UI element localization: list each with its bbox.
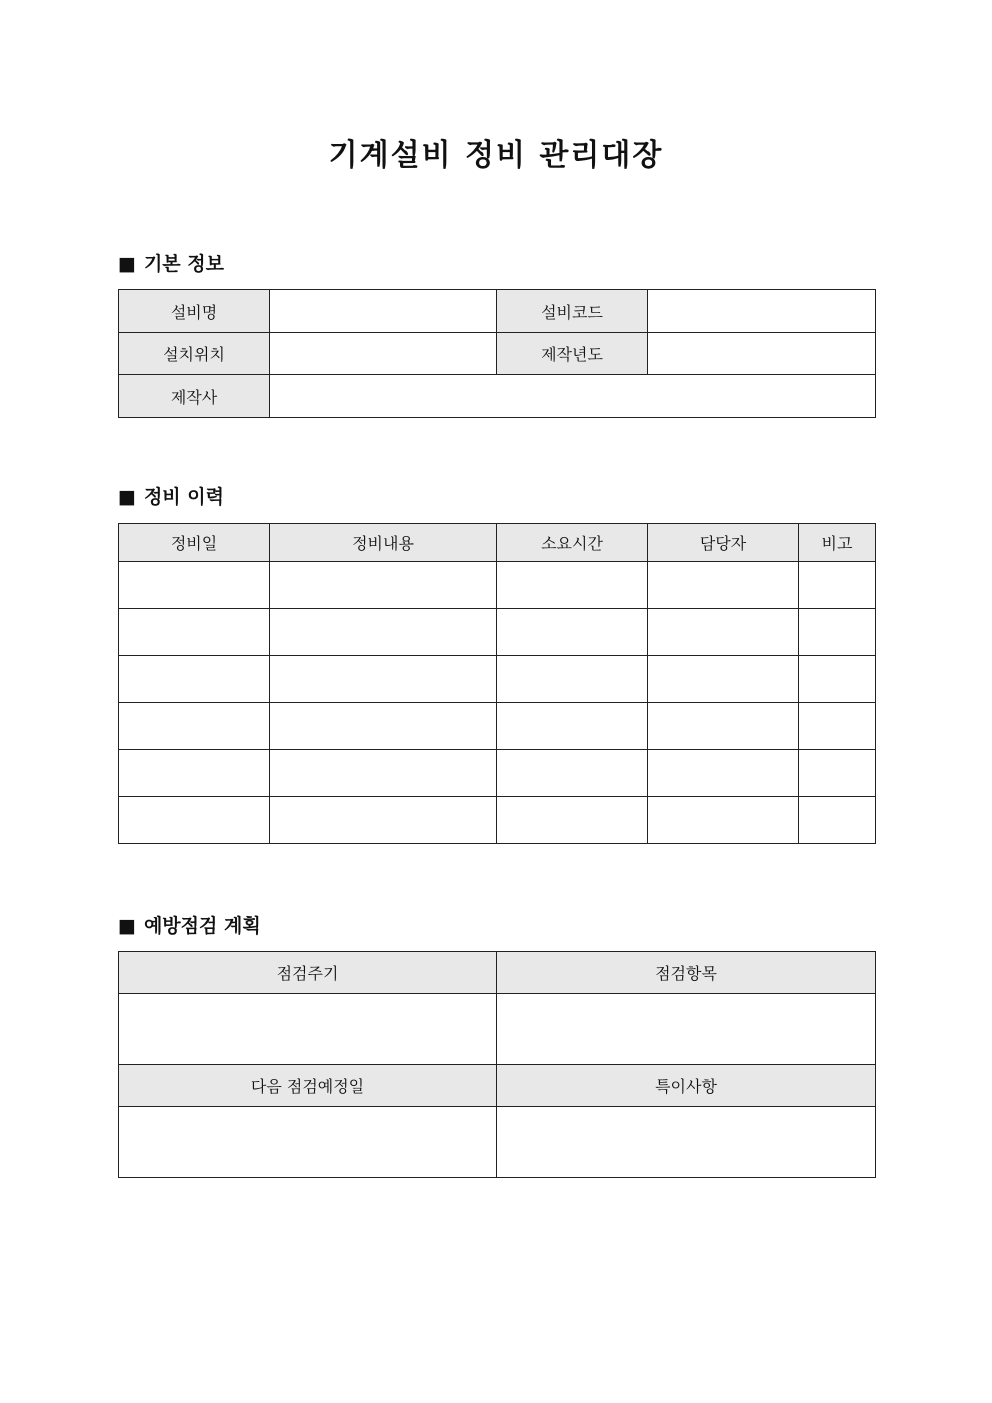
table-cell[interactable] bbox=[119, 797, 270, 844]
table-cell[interactable] bbox=[119, 703, 270, 750]
section-heading-basic-info bbox=[118, 251, 224, 277]
label-equipment-name: 설비명 bbox=[119, 290, 270, 333]
table-cell[interactable] bbox=[799, 562, 876, 609]
label-manufacturer: 제작사 bbox=[119, 375, 270, 418]
table-cell[interactable] bbox=[799, 656, 876, 703]
column-header-date: 정비일 bbox=[119, 524, 270, 562]
label-manufacture-year: 제작년도 bbox=[497, 333, 648, 375]
table-cell[interactable] bbox=[497, 797, 648, 844]
table-cell[interactable] bbox=[270, 562, 497, 609]
square-bullet-icon: ■ bbox=[118, 486, 136, 508]
table-cell[interactable] bbox=[270, 703, 497, 750]
field-next-inspection-date[interactable] bbox=[119, 1107, 497, 1178]
column-header-note: 비고 bbox=[799, 524, 876, 562]
table-cell[interactable] bbox=[648, 562, 799, 609]
label-next-inspection-date: 다음 점검예정일 bbox=[119, 1065, 497, 1107]
field-inspection-cycle[interactable] bbox=[119, 994, 497, 1065]
table-cell[interactable] bbox=[119, 562, 270, 609]
preventive-plan-table bbox=[118, 951, 876, 1178]
label-inspection-cycle: 점검주기 bbox=[119, 952, 497, 994]
label-remarks: 특이사항 bbox=[497, 1065, 876, 1107]
field-remarks[interactable] bbox=[497, 1107, 876, 1178]
table-cell[interactable] bbox=[270, 656, 497, 703]
table-cell[interactable] bbox=[648, 609, 799, 656]
table-cell[interactable] bbox=[497, 562, 648, 609]
table-cell[interactable] bbox=[270, 609, 497, 656]
table-cell[interactable] bbox=[497, 609, 648, 656]
field-equipment-name[interactable] bbox=[270, 290, 497, 333]
section-heading-maintenance-history bbox=[118, 484, 224, 510]
label-install-location: 설치위치 bbox=[119, 333, 270, 375]
table-row bbox=[119, 703, 876, 750]
page-title: 기계설비 정비 관리대장 bbox=[328, 138, 664, 173]
column-header-duration: 소요시간 bbox=[497, 524, 648, 562]
table-cell[interactable] bbox=[799, 609, 876, 656]
field-manufacturer[interactable] bbox=[270, 375, 876, 418]
basic-info-table bbox=[118, 289, 876, 418]
table-cell[interactable] bbox=[119, 656, 270, 703]
field-inspection-items[interactable] bbox=[497, 994, 876, 1065]
maintenance-history-table bbox=[118, 523, 876, 844]
table-cell[interactable] bbox=[270, 797, 497, 844]
table-cell[interactable] bbox=[648, 797, 799, 844]
square-bullet-icon: ■ bbox=[118, 253, 136, 275]
table-cell[interactable] bbox=[648, 656, 799, 703]
field-manufacture-year[interactable] bbox=[648, 333, 876, 375]
section-heading-label: 정비 이력 bbox=[143, 486, 224, 508]
table-cell[interactable] bbox=[119, 750, 270, 797]
table-cell[interactable] bbox=[270, 750, 497, 797]
table-cell[interactable] bbox=[497, 703, 648, 750]
table-row bbox=[119, 656, 876, 703]
column-header-content: 정비내용 bbox=[270, 524, 497, 562]
section-heading-preventive-plan bbox=[118, 913, 261, 939]
table-row bbox=[119, 562, 876, 609]
square-bullet-icon: ■ bbox=[118, 915, 136, 937]
table-row bbox=[119, 750, 876, 797]
table-cell[interactable] bbox=[799, 797, 876, 844]
table-row bbox=[119, 797, 876, 844]
table-cell[interactable] bbox=[648, 703, 799, 750]
table-cell[interactable] bbox=[497, 750, 648, 797]
label-equipment-code: 설비코드 bbox=[497, 290, 648, 333]
table-cell[interactable] bbox=[799, 750, 876, 797]
column-header-person: 담당자 bbox=[648, 524, 799, 562]
table-cell[interactable] bbox=[799, 703, 876, 750]
field-install-location[interactable] bbox=[270, 333, 497, 375]
table-row bbox=[119, 609, 876, 656]
table-cell[interactable] bbox=[648, 750, 799, 797]
section-heading-label: 예방점검 계획 bbox=[143, 915, 261, 937]
section-heading-label: 기본 정보 bbox=[143, 253, 224, 275]
table-cell[interactable] bbox=[119, 609, 270, 656]
table-cell[interactable] bbox=[497, 656, 648, 703]
field-equipment-code[interactable] bbox=[648, 290, 876, 333]
label-inspection-items: 점검항목 bbox=[497, 952, 876, 994]
